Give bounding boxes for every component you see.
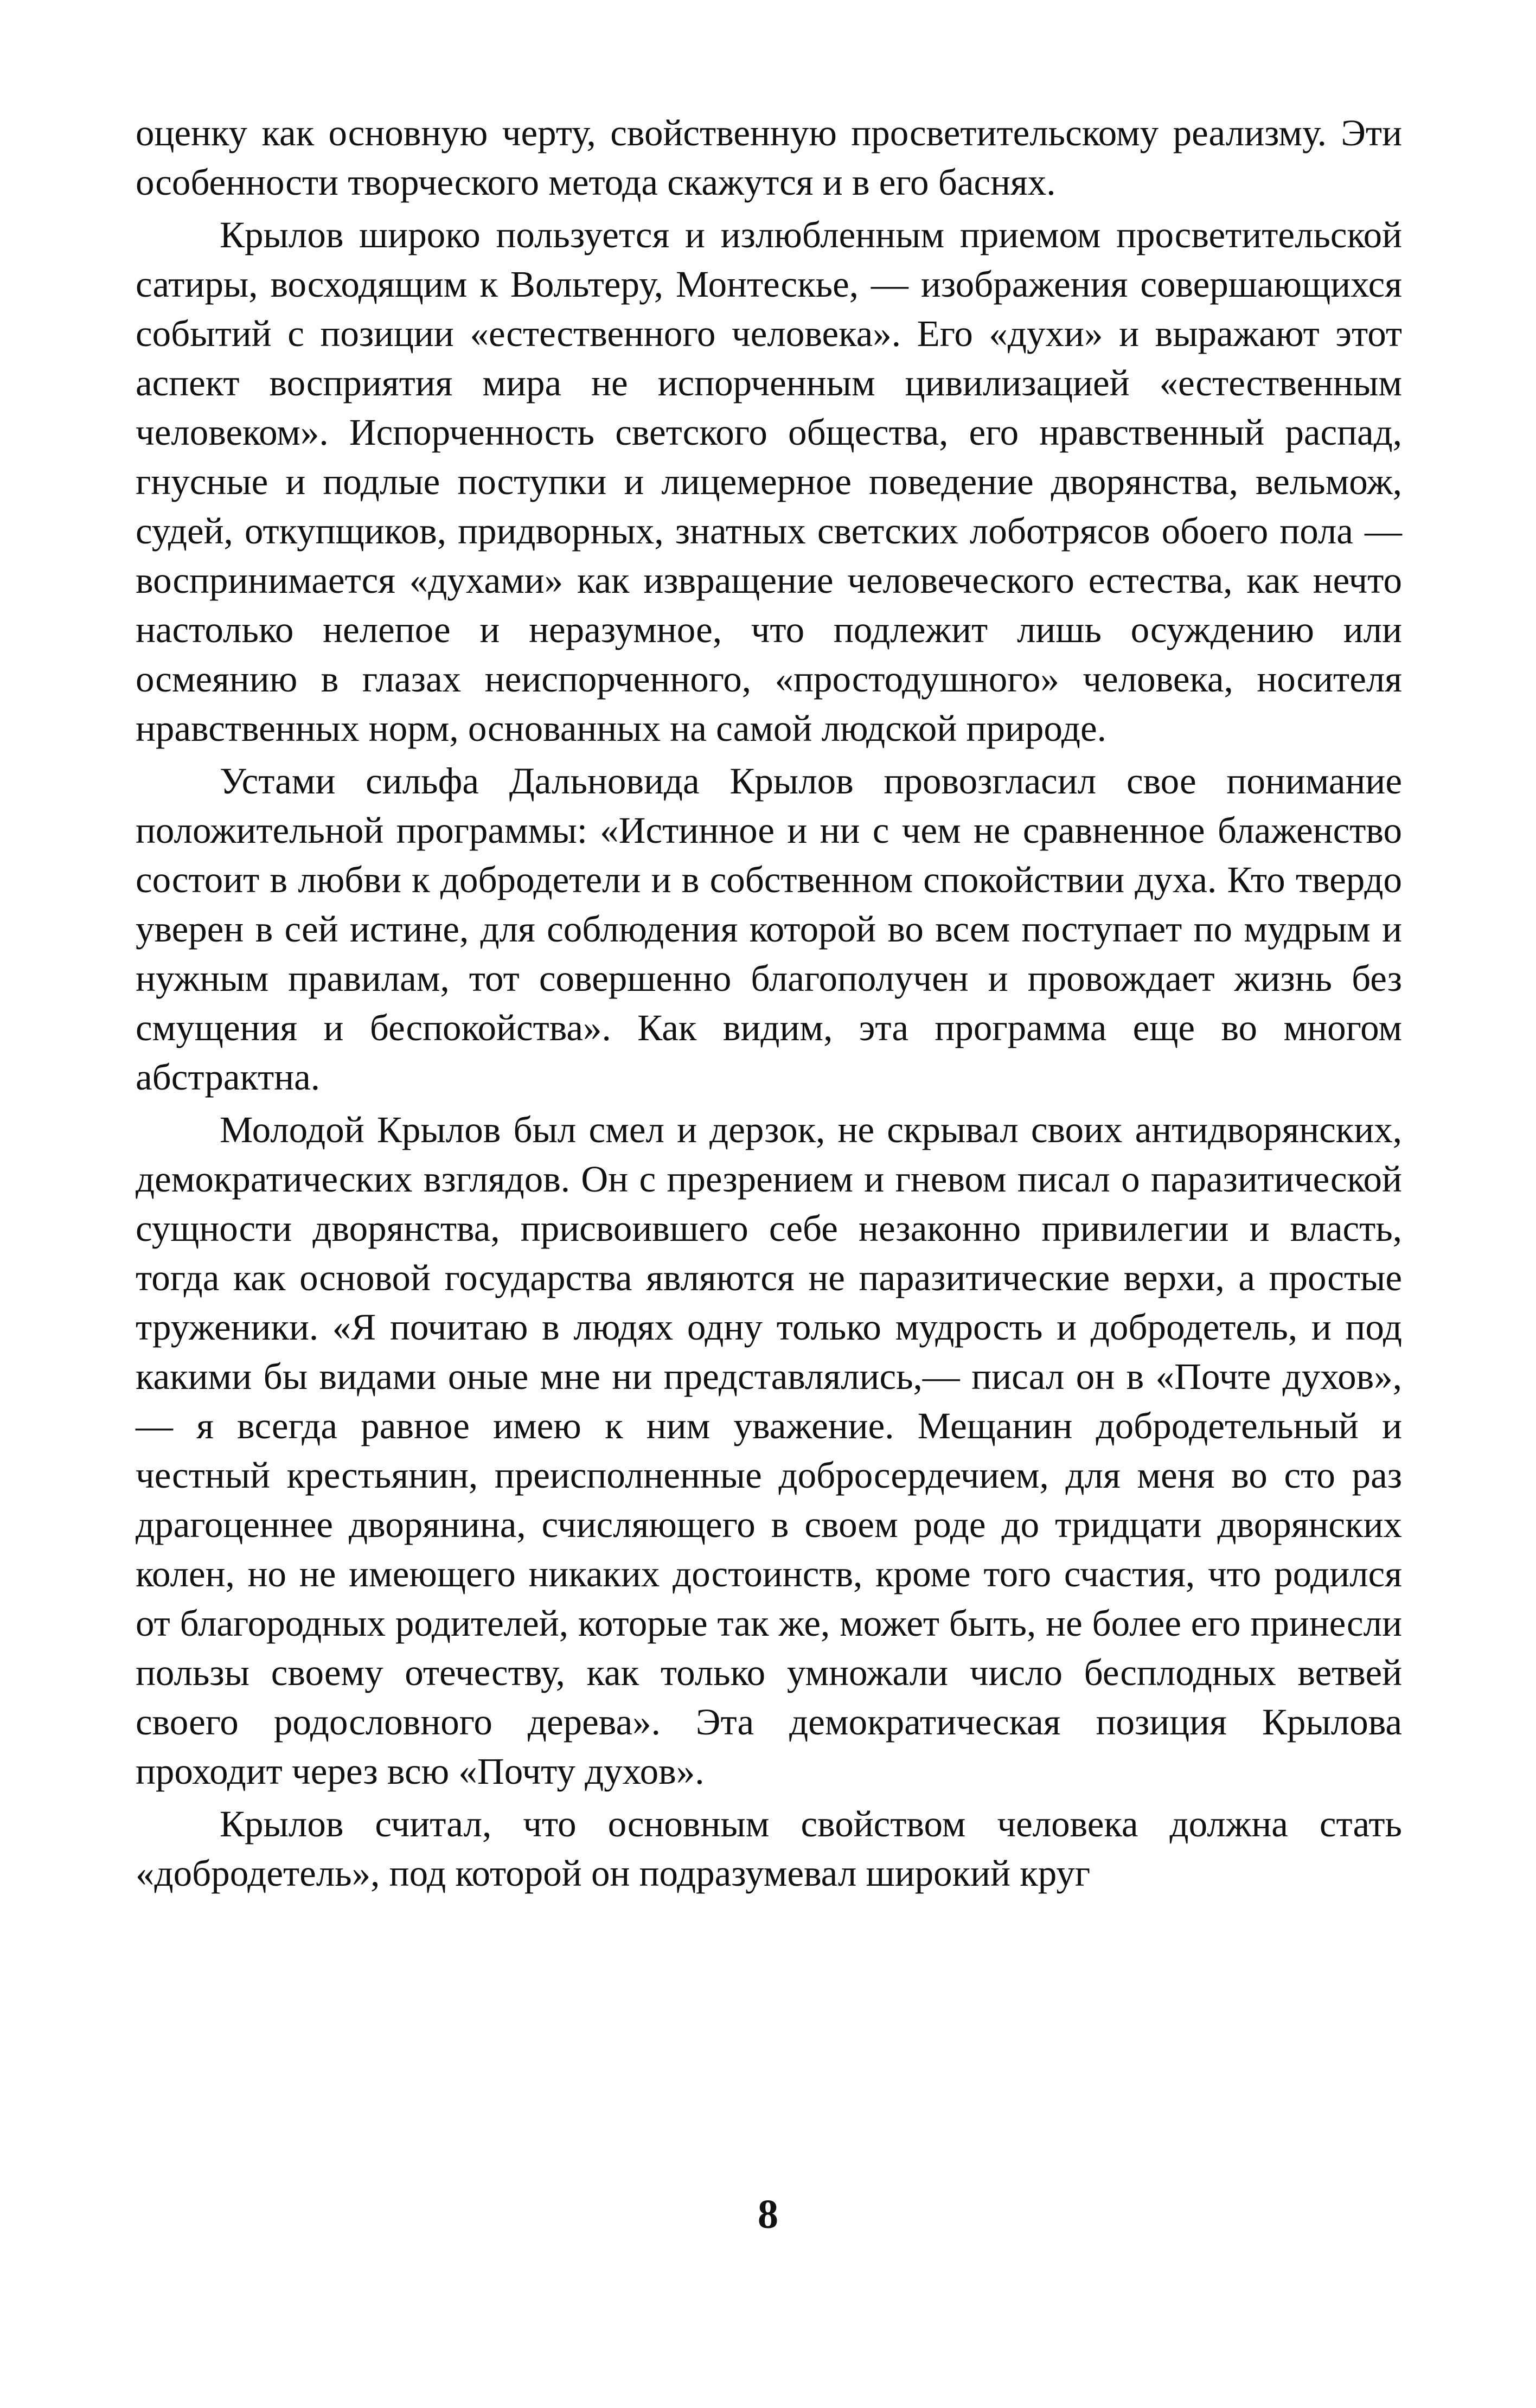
paragraph: Крылов считал, что основным свойством человека должна стать «добродетель», под которой он подразумевал широкий круг [136, 1803, 1402, 1894]
paragraph: Молодой Крылов был смел и дерзок, не скрывал своих антидворянских, демократических взглядов. Он с презрением и гневом писал о паразитической сущности дворянства, присвоившего себе незаконно привилегии и власть, тогда как основой государства являются не паразитические верхи, а простые труженики. «Я почитаю в людях одну только мудрость и добродетель, и под какими бы видами оные мне ни представлялись,— писал он в «Почте духов», — я всегда равное имею к ним уважение. Мещанин добродетельный и честный крестьянин, преисполненные добросердечием, для меня во сто раз драгоценнее дворянина, счисляющего в своем роде до тридцати дворянских колен, но не имеющего никаких достоинств, кроме того счастия, что родился от благородных родителей, которые так же, может быть, не более его принесли пользы своему отечеству, как только умножали число бесплодных ветвей своего родословного дерева». Эта демократическая позиция Крылова проходит через всю «Почту духов». [136, 1109, 1402, 1792]
page-body [136, 108, 1402, 1898]
page-number: 8 [758, 2192, 778, 2237]
paragraph: Устами сильфа Дальновида Крылов провозгласил свое понимание положительной программы: «Истинное и ни с чем не сравненное блаженство состоит в любви к добродетели и в собственном спокойствии духа. Кто твердо уверен в сей истине, для соблюдения которой во всем поступает по мудрым и нужным правилам, тот совершенно благополучен и провождает жизнь без смущения и беспокойства». Как видим, эта программа еще во многом абстрактна. [136, 760, 1402, 1098]
paragraph: Крылов широко пользуется и излюбленным приемом просветительской сатиры, восходящим к Вольтеру, Монтескье, — изображения совершающихся событий с позиции «естественного человека». Его «духи» и выражают этот аспект восприятия мира не испорченным цивилизацией «естественным человеком». Испорченность светского общества, его нравственный распад, гнусные и подлые поступки и лицемерное поведение дворянства, вельмож, судей, откупщиков, придворных, знатных светских лоботрясов обоего пола — воспринимается «духами» как извращение человеческого естества, как нечто настолько нелепое и неразумное, что подлежит лишь осуждению или осмеянию в глазах неиспорченного, «простодушного» человека, носителя нравственных норм, основанных на самой людской природе. [136, 214, 1402, 749]
paragraph-continued: оценку как основную черту, свойственную просветительскому реализму. Эти особенности творческого метода скажутся и в его баснях. [136, 112, 1402, 203]
